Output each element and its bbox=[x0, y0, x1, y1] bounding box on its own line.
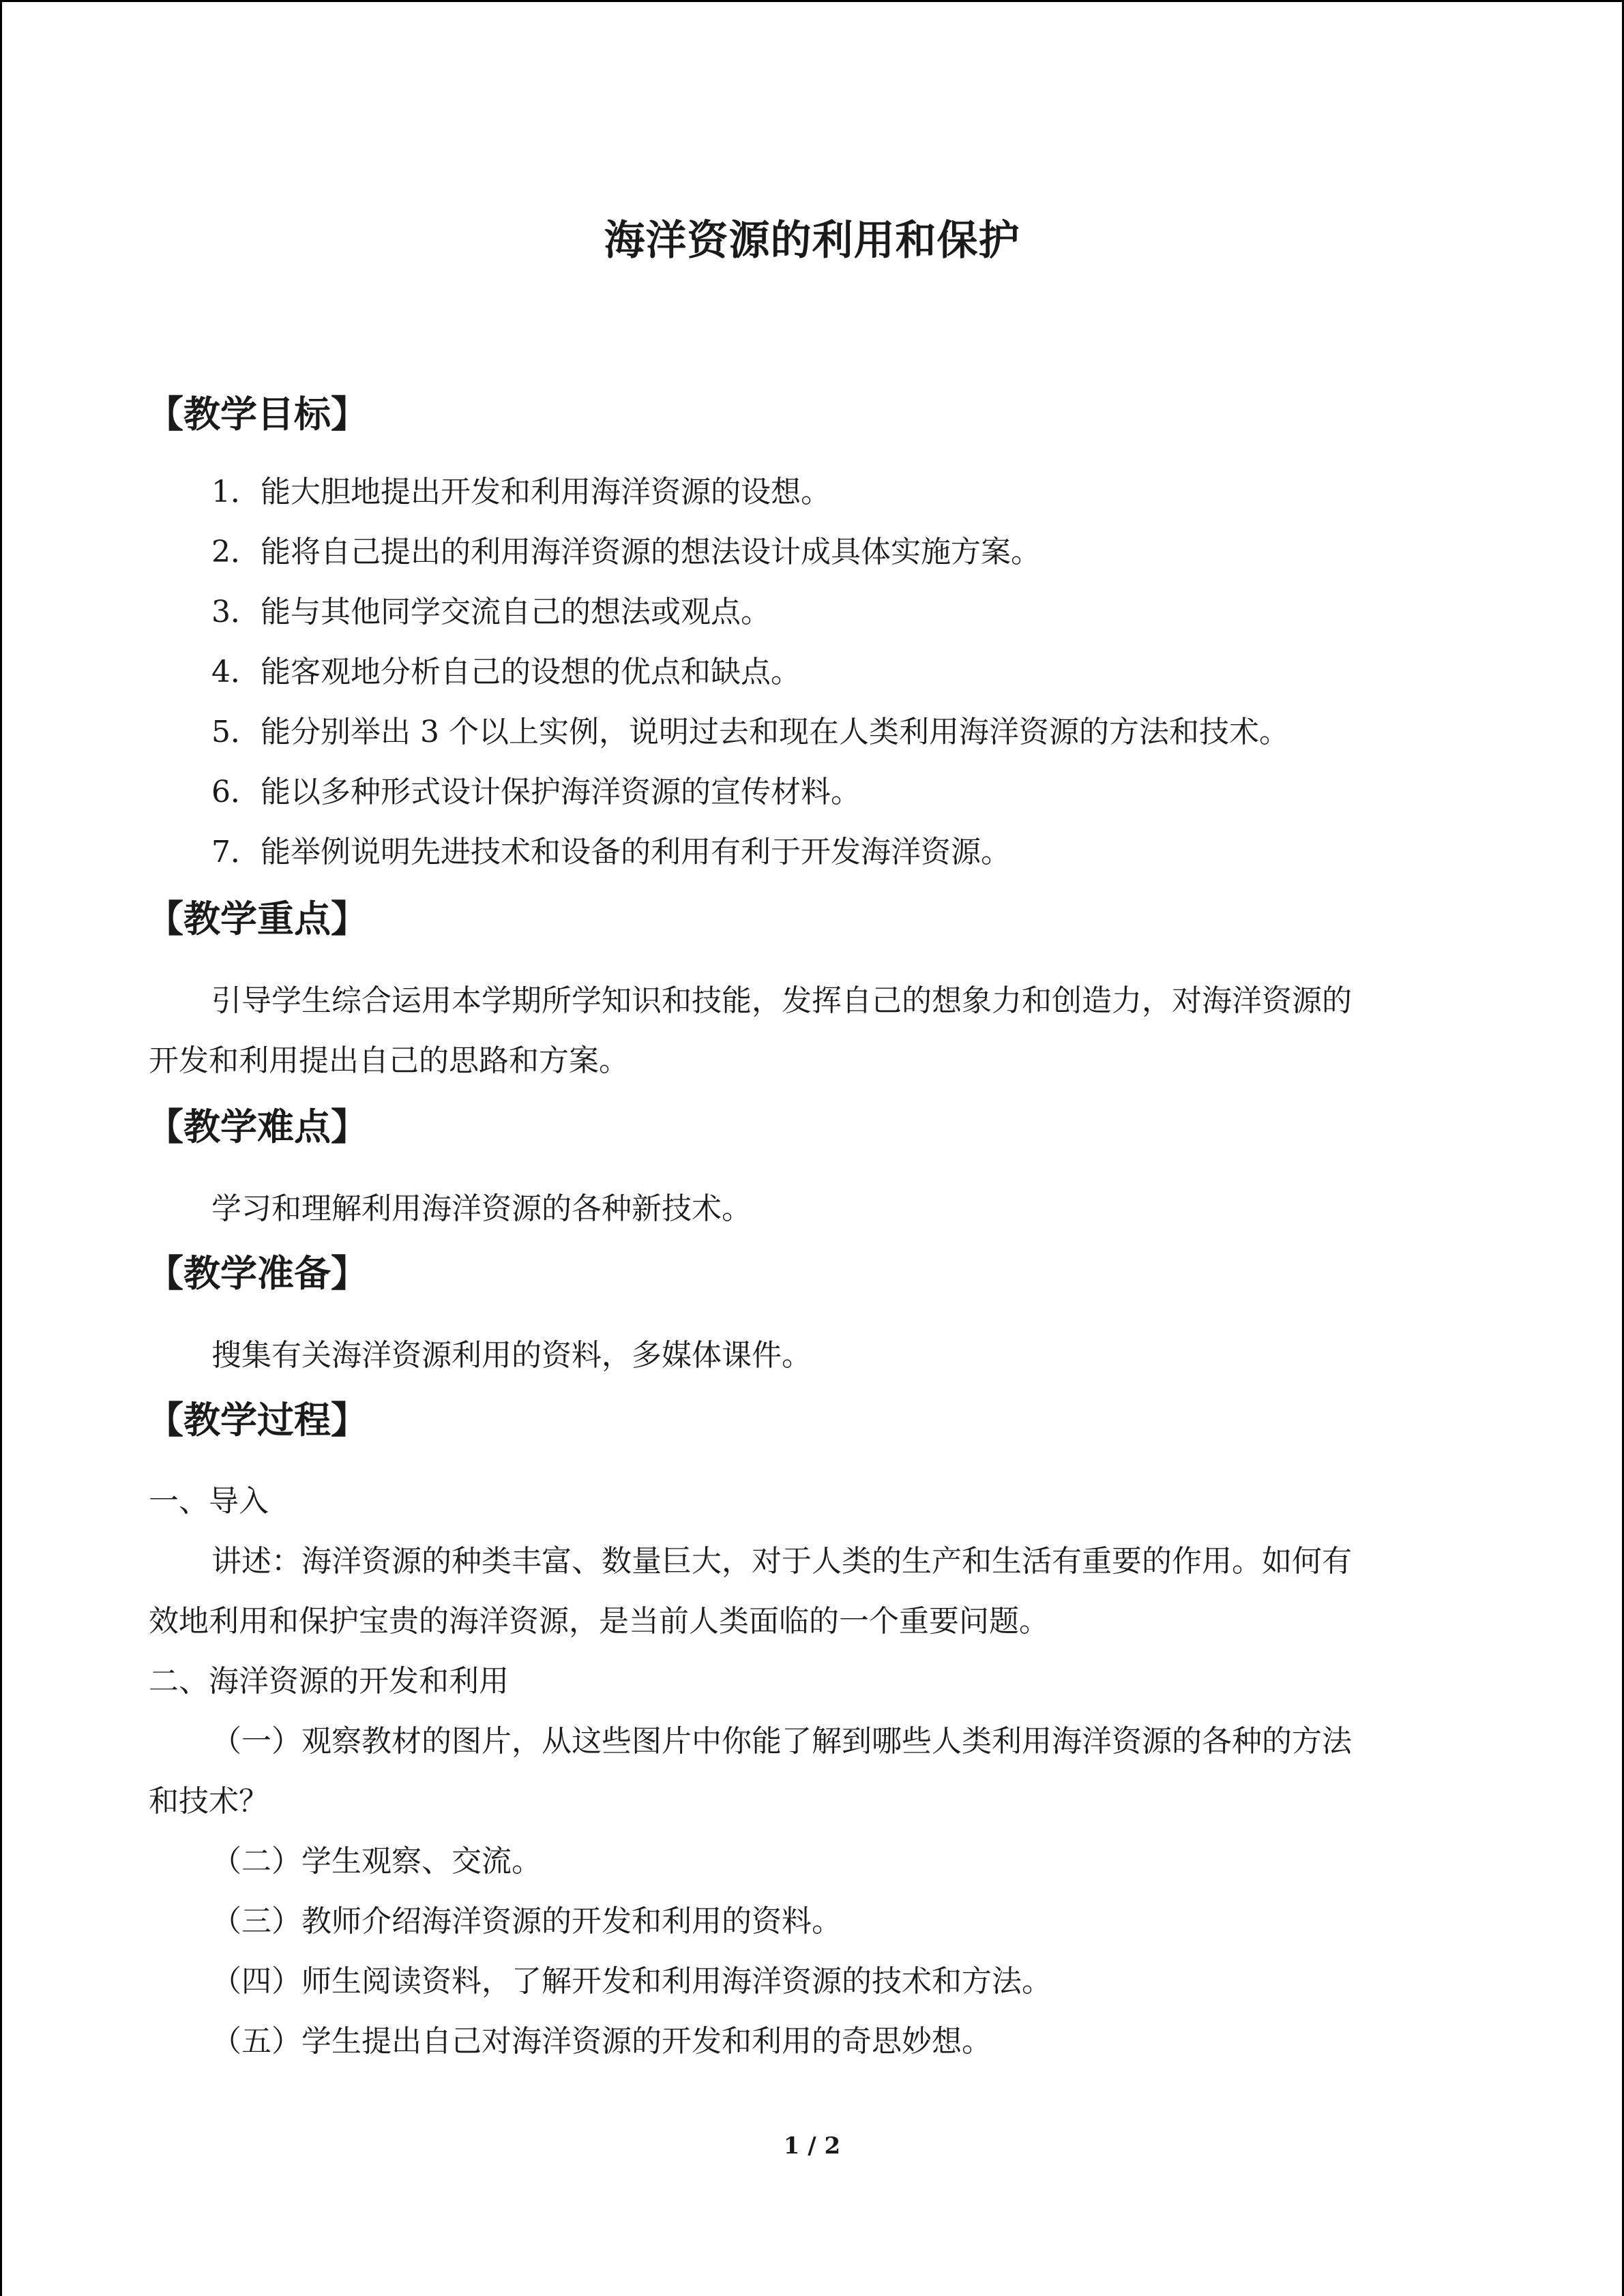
process-line: （四）师生阅读资料，了解开发和利用海洋资源的技术和方法。 bbox=[211, 1964, 1052, 1999]
heading-objectives: 【教学目标】 bbox=[147, 393, 368, 436]
process-line: 和技术？ bbox=[149, 1784, 269, 1819]
objective-item: 4．能客观地分析自己的设想的优点和缺点。 bbox=[211, 655, 801, 689]
process-line: （五）学生提出自己对海洋资源的开发和利用的奇思妙想。 bbox=[211, 2024, 992, 2059]
heading-preparation: 【教学准备】 bbox=[147, 1252, 368, 1295]
preparation-line: 搜集有关海洋资源利用的资料，多媒体课件。 bbox=[211, 1338, 812, 1373]
heading-process: 【教学过程】 bbox=[147, 1399, 368, 1442]
objective-item: 2．能将自己提出的利用海洋资源的想法设计成具体实施方案。 bbox=[211, 535, 1041, 569]
heading-key-points: 【教学重点】 bbox=[147, 897, 368, 940]
key-points-line: 引导学生综合运用本学期所学知识和技能，发挥自己的想象力和创造力，对海洋资源的 bbox=[211, 983, 1352, 1018]
page-number: 1 / 2 bbox=[783, 2132, 841, 2160]
process-line: （一）观察教材的图片，从这些图片中你能了解到哪些人类利用海洋资源的各种的方法 bbox=[211, 1724, 1352, 1759]
difficulties-line: 学习和理解利用海洋资源的各种新技术。 bbox=[211, 1191, 752, 1226]
process-line: （二）学生观察、交流。 bbox=[211, 1844, 542, 1879]
process-line: 效地利用和保护宝贵的海洋资源，是当前人类面临的一个重要问题。 bbox=[149, 1604, 1049, 1639]
document-title: 海洋资源的利用和保护 bbox=[604, 217, 1020, 265]
process-line: 讲述：海洋资源的种类丰富、数量巨大，对于人类的生产和生活有重要的作用。如何有 bbox=[211, 1544, 1352, 1579]
objective-item: 3．能与其他同学交流自己的想法或观点。 bbox=[211, 595, 771, 629]
objective-item: 7．能举例说明先进技术和设备的利用有利于开发海洋资源。 bbox=[211, 835, 1011, 869]
key-points-line: 开发和利用提出自己的思路和方案。 bbox=[149, 1043, 629, 1078]
process-line: （三）教师介绍海洋资源的开发和利用的资料。 bbox=[211, 1904, 842, 1939]
process-part-label: 一、导入 bbox=[149, 1484, 269, 1519]
process-part-label: 二、海洋资源的开发和利用 bbox=[149, 1664, 509, 1699]
heading-difficulties: 【教学难点】 bbox=[147, 1105, 368, 1148]
objective-item: 6．能以多种形式设计保护海洋资源的宣传材料。 bbox=[211, 775, 861, 809]
objective-item: 1．能大胆地提出开发和利用海洋资源的设想。 bbox=[211, 475, 831, 509]
objective-item: 5．能分别举出 3 个以上实例，说明过去和现在人类利用海洋资源的方法和技术。 bbox=[211, 715, 1289, 749]
